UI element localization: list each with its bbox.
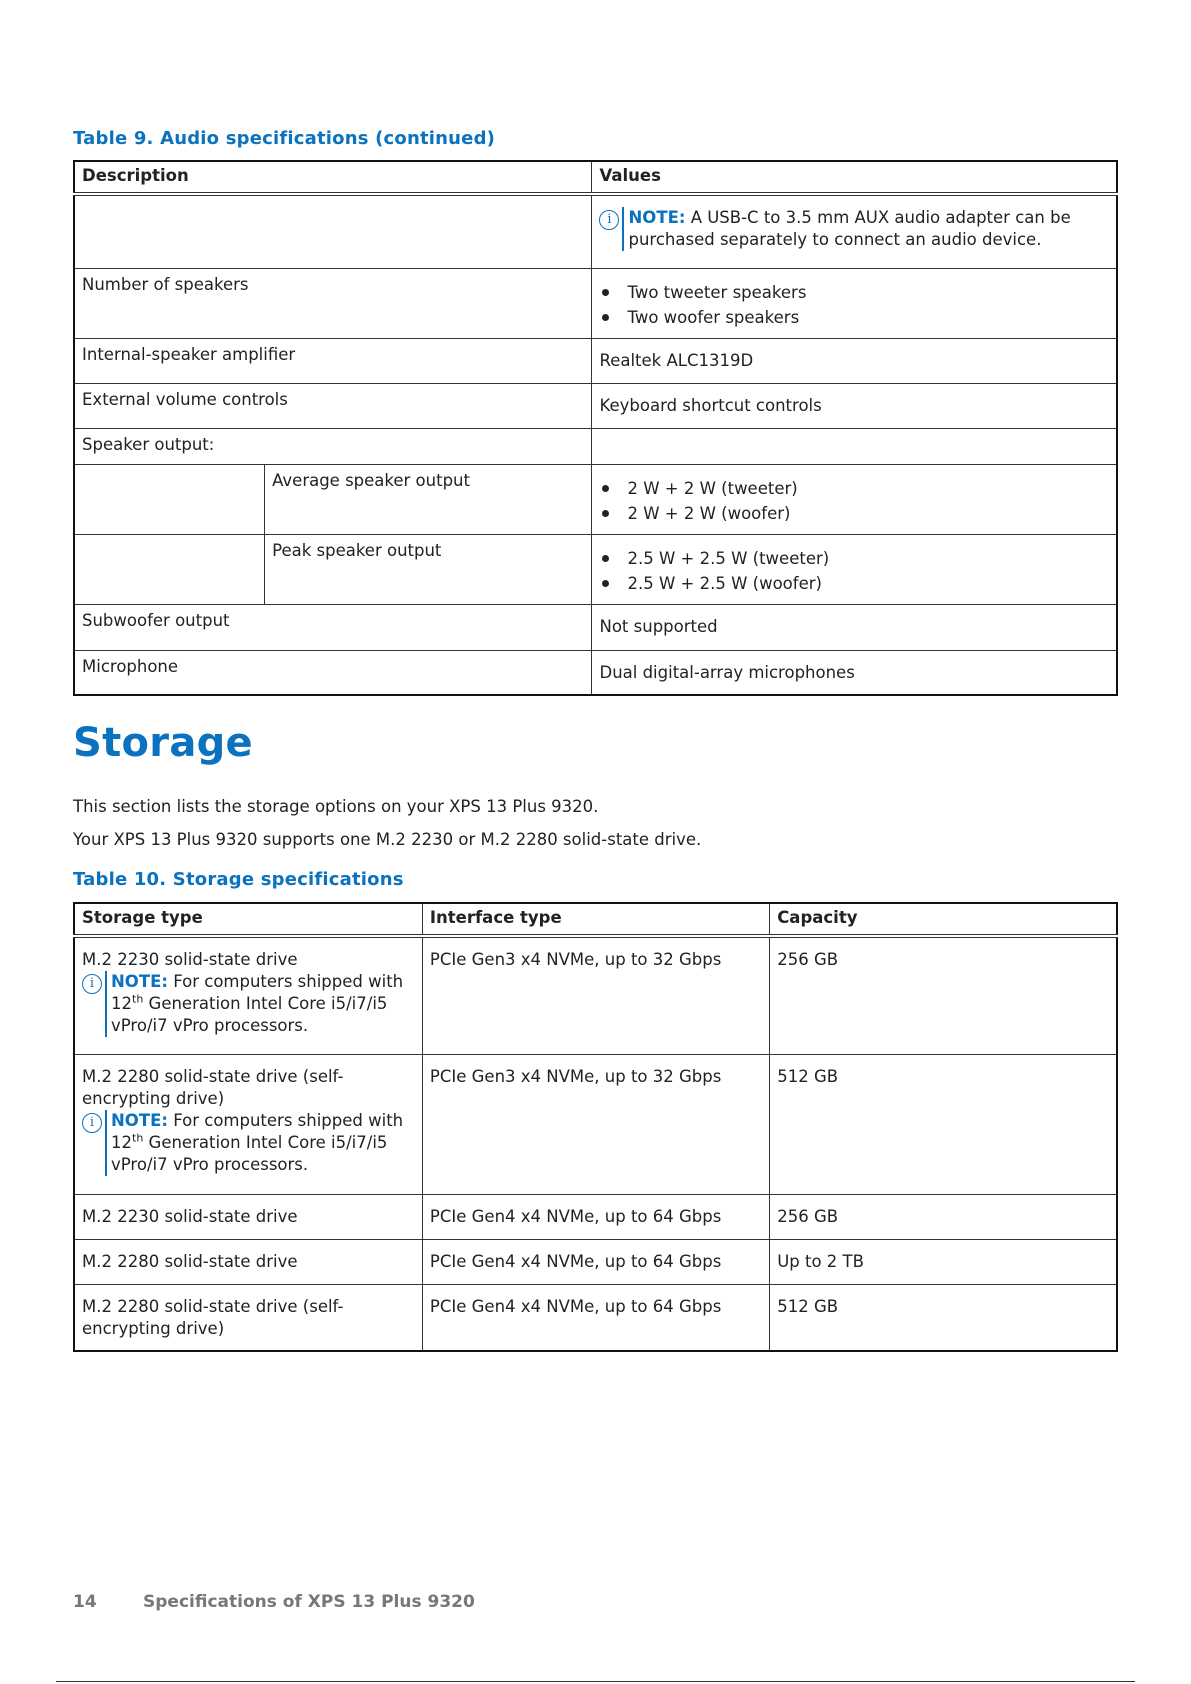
storage-type: M.2 2280 solid-state drive (self-encrypting drive) [82, 1296, 344, 1338]
storage-type-cell [74, 1054, 422, 1194]
average-label: Average speaker output [265, 464, 592, 534]
table-row [74, 1054, 1117, 1194]
volume-value [592, 383, 1117, 428]
subwoofer-value [592, 604, 1117, 650]
note-body [622, 207, 1110, 251]
table-row [74, 464, 1117, 534]
amplifier-value-text: Realtek ALC1319D [599, 350, 754, 370]
storage-type: M.2 2230 solid-state drive [82, 1206, 298, 1226]
microphone-value [592, 650, 1117, 695]
info-icon: i [599, 210, 619, 230]
interface-type: PCIe Gen4 x4 NVMe, up to 64 Gbps [429, 1206, 722, 1226]
table-row [74, 338, 1117, 383]
storage-spec-table [73, 902, 1118, 1352]
table-header-row [74, 903, 1117, 936]
header-interface-type: Interface type [422, 903, 769, 936]
info-icon: i [82, 1113, 102, 1133]
header-capacity: Capacity [770, 903, 1117, 936]
list-item: Two woofer speakers [599, 305, 1110, 330]
note-text: Generation Intel Core i5/i7/i5 vPro/i7 vPro processors. [111, 1132, 388, 1174]
table10-caption: Table 10. Storage specifications [73, 869, 404, 890]
capacity-cell [770, 936, 1117, 1054]
note-text: A USB-C to 3.5 mm AUX audio adapter can be purchased separately to connect an audio device. [628, 208, 1071, 249]
empty-cell [74, 534, 265, 604]
table-row [74, 936, 1117, 1054]
list-item: Two tweeter speakers [599, 280, 1110, 305]
table-header-row [74, 161, 1117, 194]
capacity-cell [770, 1284, 1117, 1351]
subwoofer-value-text: Not supported [599, 616, 718, 636]
storage-type-cell [74, 1284, 422, 1351]
audio-spec-table [73, 160, 1118, 696]
subwoofer-label: Subwoofer output [74, 604, 592, 650]
speakers-value [592, 268, 1117, 338]
list-item: 2.5 W + 2.5 W (tweeter) [599, 546, 1110, 571]
header-values: Values [592, 161, 1117, 194]
capacity-cell [770, 1194, 1117, 1239]
storage-type-cell [74, 1194, 422, 1239]
interface-type-cell [422, 1239, 769, 1284]
storage-heading: Storage [73, 720, 253, 766]
interface-type: PCIe Gen3 x4 NVMe, up to 32 Gbps [429, 950, 722, 969]
capacity-cell [770, 1054, 1117, 1194]
note-block [82, 971, 416, 1037]
speaker-output-label: Speaker output: [74, 428, 592, 464]
note-sup: th [132, 992, 144, 1006]
page-footer [73, 1592, 475, 1612]
amplifier-label: Internal-speaker amplifier [74, 338, 592, 383]
info-icon: i [82, 974, 102, 994]
empty-cell [74, 464, 265, 534]
note-text: For computers shipped with 12 [111, 972, 404, 1013]
table-row [74, 383, 1117, 428]
storage-type: M.2 2280 solid-state drive (self-encrypting drive) [82, 1066, 344, 1108]
capacity: 512 GB [777, 1066, 839, 1086]
footer-divider [56, 1681, 1135, 1682]
note-body [105, 1110, 416, 1176]
capacity: 256 GB [777, 1206, 839, 1226]
list-item: 2.5 W + 2.5 W (woofer) [599, 571, 1110, 596]
speakers-label: Number of speakers [74, 268, 592, 338]
footer-title: Specifications of XPS 13 Plus 9320 [143, 1592, 475, 1612]
list-item: 2 W + 2 W (tweeter) [599, 476, 1110, 501]
note-label: NOTE: [628, 208, 686, 227]
microphone-value-text: Dual digital-array microphones [599, 662, 855, 682]
amplifier-value [592, 338, 1117, 383]
note-label: NOTE: [111, 1110, 168, 1130]
interface-type: PCIe Gen4 x4 NVMe, up to 64 Gbps [429, 1296, 722, 1316]
table-row [74, 650, 1117, 695]
storage-type: M.2 2230 solid-state drive [82, 950, 298, 969]
average-list [599, 470, 1110, 526]
average-value [592, 464, 1117, 534]
peak-value [592, 534, 1117, 604]
interface-type-cell [422, 1054, 769, 1194]
table-row [74, 194, 1117, 268]
header-storage-type: Storage type [74, 903, 422, 936]
peak-list [599, 540, 1110, 596]
note-label: NOTE: [111, 972, 168, 991]
note-text: Generation Intel Core i5/i7/i5 vPro/i7 vPro processors. [111, 994, 388, 1035]
microphone-label: Microphone [74, 650, 592, 695]
capacity: Up to 2 TB [777, 1251, 864, 1271]
table-row [74, 1284, 1117, 1351]
note-cell [592, 194, 1117, 268]
volume-value-text: Keyboard shortcut controls [599, 395, 822, 415]
note-sup: th [132, 1131, 144, 1144]
note-text: For computers shipped with 12 [111, 1110, 404, 1152]
peak-label: Peak speaker output [265, 534, 592, 604]
table-row [74, 1194, 1117, 1239]
interface-type: PCIe Gen4 x4 NVMe, up to 64 Gbps [429, 1251, 722, 1271]
capacity: 512 GB [777, 1296, 839, 1316]
table-row [74, 1239, 1117, 1284]
storage-type: M.2 2280 solid-state drive [82, 1251, 298, 1271]
table9-caption: Table 9. Audio specifications (continued) [73, 128, 496, 149]
storage-intro: This section lists the storage options on your XPS 13 Plus 9320. [73, 797, 599, 816]
storage-support: Your XPS 13 Plus 9320 supports one M.2 2230 or M.2 2280 solid-state drive. [73, 830, 702, 849]
interface-type-cell [422, 936, 769, 1054]
note-body [105, 971, 416, 1037]
header-description: Description [74, 161, 592, 194]
table-row [74, 604, 1117, 650]
storage-type-cell [74, 1239, 422, 1284]
interface-type: PCIe Gen3 x4 NVMe, up to 32 Gbps [429, 1066, 722, 1086]
capacity: 256 GB [777, 950, 839, 969]
note-block [82, 1110, 416, 1176]
empty-cell [592, 428, 1117, 464]
page-number: 14 [73, 1592, 97, 1612]
interface-type-cell [422, 1284, 769, 1351]
note-block [599, 201, 1110, 251]
speakers-list [599, 274, 1110, 330]
capacity-cell [770, 1239, 1117, 1284]
table-row [74, 534, 1117, 604]
volume-label: External volume controls [74, 383, 592, 428]
list-item: 2 W + 2 W (woofer) [599, 501, 1110, 526]
table-row [74, 268, 1117, 338]
empty-cell [74, 194, 592, 268]
interface-type-cell [422, 1194, 769, 1239]
table-row [74, 428, 1117, 464]
storage-type-cell [74, 936, 422, 1054]
